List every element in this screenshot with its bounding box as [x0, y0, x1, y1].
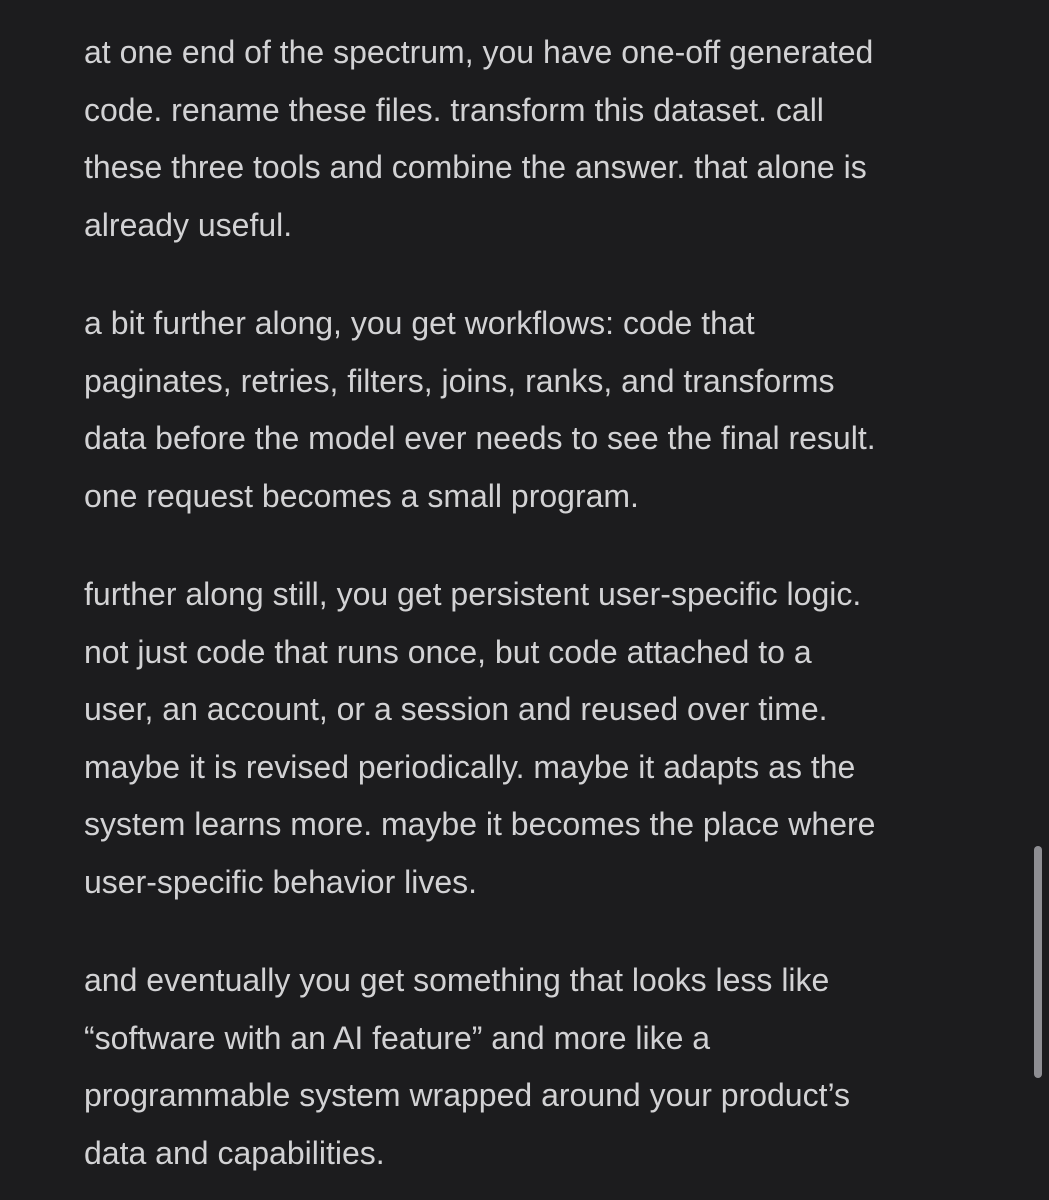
text-line: data before the model ever needs to see the final result.	[84, 420, 876, 456]
text-line: maybe it is revised periodically. maybe it adapts as the	[84, 748, 856, 785]
text-line: a bit further along, you get workflows: code that	[84, 305, 755, 341]
text-line: “software with an AI feature” and more like a	[84, 1019, 711, 1056]
text-line: further along still, you get persistent user-specific logic.	[84, 576, 862, 612]
text-line: user-specific behavior lives.	[84, 863, 478, 900]
text-line: at one end of the spectrum, you have one-off generated	[84, 34, 874, 70]
text-line: not just code that runs once, but code attached to a	[84, 633, 812, 670]
text-line: user, an account, or a session and reused over time.	[84, 691, 828, 727]
text-line: code. rename these files. transform this dataset. call	[84, 91, 824, 128]
paragraph-4	[84, 952, 984, 1182]
text-line: programmable system wrapped around your product’s	[84, 1077, 851, 1113]
text-line: these three tools and combine the answer. that alone is	[84, 149, 867, 185]
vertical-scrollbar-thumb[interactable]	[1034, 846, 1042, 1078]
text-line: and eventually you get something that looks less like	[84, 962, 830, 998]
article-body	[84, 24, 984, 1200]
text-line: already useful.	[84, 206, 293, 243]
paragraph-1	[84, 24, 984, 254]
text-line: system learns more. maybe it becomes the place where	[84, 806, 876, 842]
text-line: one request becomes a small program.	[84, 477, 639, 514]
paragraph-2	[84, 295, 984, 525]
text-line: data and capabilities.	[84, 1134, 385, 1171]
paragraph-3	[84, 566, 984, 911]
text-line: paginates, retries, filters, joins, ranks, and transforms	[84, 362, 835, 399]
